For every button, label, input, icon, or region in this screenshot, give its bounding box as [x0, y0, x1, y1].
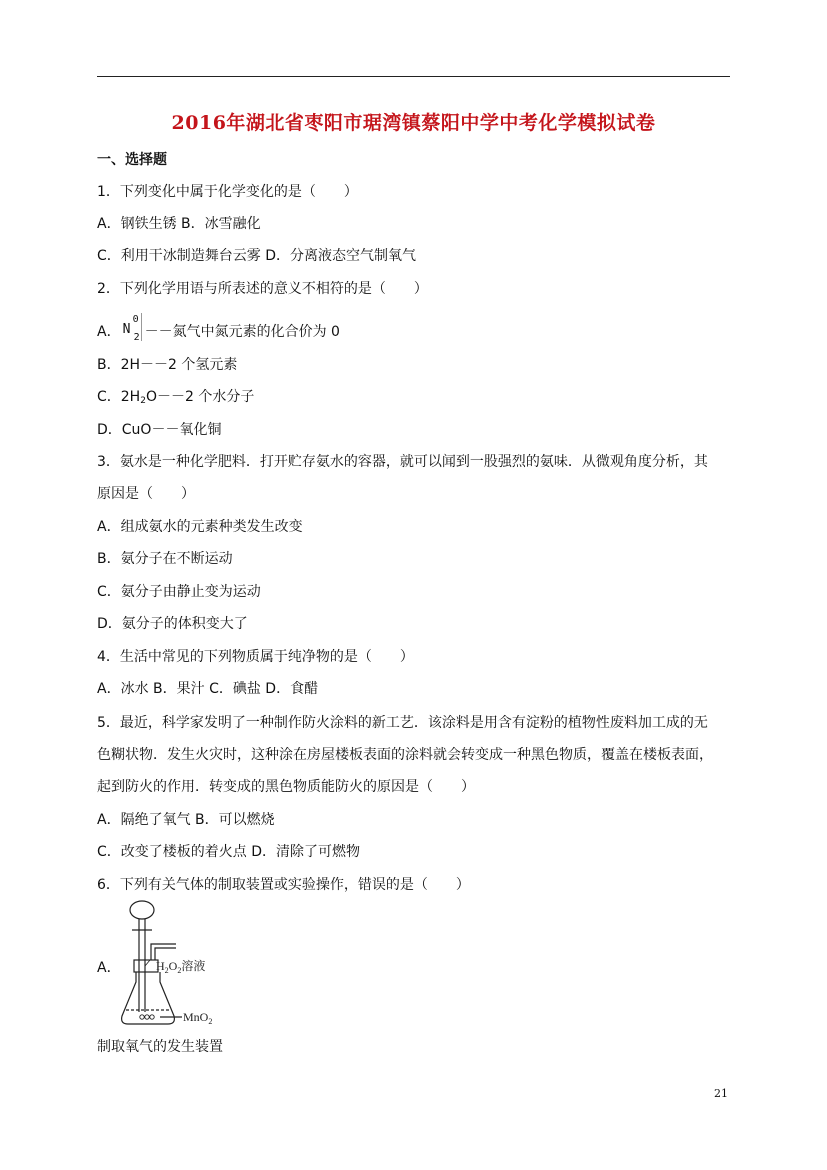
formula-element: N	[122, 322, 131, 337]
q1-options-cd: C．利用干冰制造舞台云雾 D．分离液态空气制氧气	[97, 248, 417, 264]
q6-stem: 6．下列有关气体的制取装置或实验操作，错误的是（ ）	[97, 877, 470, 893]
q1-stem: 1．下列变化中属于化学变化的是（ ）	[97, 184, 358, 200]
conical-flask	[122, 972, 175, 1024]
page-number: 21	[714, 1087, 728, 1100]
rubber-stopper	[134, 960, 158, 972]
q3-option-a: A．组成氨水的元素种类发生改变	[97, 519, 303, 535]
q5-options-cd: C．改变了楼板的着火点 D．清除了可燃物	[97, 844, 361, 860]
q5-stem-line3: 起到防火的作用．转变成的黑色物质能防火的原因是（ ）	[97, 779, 475, 795]
q2-option-a	[97, 316, 340, 344]
q3-option-d: D．氨分子的体积变大了	[97, 616, 248, 632]
q2-option-d: D．CuO－－氧化铜	[97, 422, 222, 438]
h2o2-label: $H_2O_2$溶液	[156, 959, 206, 975]
q2-option-c-prefix: C．2H	[97, 389, 141, 405]
q5-options-ab: A．隔绝了氧气 B．可以燃烧	[97, 812, 275, 828]
funnel-bulb	[130, 901, 154, 919]
formula-valence: 0	[132, 314, 139, 325]
q3-option-b: B．氨分子在不断运动	[97, 551, 233, 567]
q1-options-ab: A．钢铁生锈 B．冰雪融化	[97, 216, 261, 232]
mno2-particle	[150, 1015, 154, 1019]
q5-stem-line2: 色糊状物．发生火灾时，这种涂在房屋楼板表面的涂料就会转变成一种黑色物质，覆盖在楼板表面，	[97, 747, 713, 763]
nitrogen-valence-formula	[121, 316, 143, 344]
formula-subscript: 2	[133, 332, 140, 343]
header-rule	[97, 76, 730, 77]
q3-stem-line1: 3．氨水是一种化学肥料．打开贮存氨水的容器，就可以闻到一股强烈的氨味．从微观角度分析，其	[97, 454, 708, 470]
q6-option-a-caption: 制取氧气的发生装置	[97, 1039, 223, 1055]
q2-option-c	[97, 387, 254, 411]
q4-options: A．冰水 B．果汁 C．碘盐 D．食醋	[97, 681, 319, 697]
page-title: 2016年湖北省枣阳市琚湾镇蔡阳中学中考化学模拟试卷	[171, 112, 656, 134]
h2o2-pointer	[145, 960, 150, 966]
q5-stem-line1: 5．最近，科学家发明了一种制作防火涂料的新工艺．该涂料是用含有淀粉的植物性废料加工成的无	[97, 715, 708, 731]
formula-bar	[141, 313, 142, 341]
mno2-particle	[145, 1015, 149, 1019]
q3-option-c: C．氨分子由静止变为运动	[97, 584, 261, 600]
q2-option-a-prefix: A．	[97, 324, 121, 340]
q3-stem-line2: 原因是（ ）	[97, 486, 195, 502]
oxygen-generator-apparatus	[118, 898, 228, 1028]
section-heading: 一、选择题	[97, 152, 167, 168]
q2-option-c-sub: 2	[140, 396, 146, 406]
q2-option-b: B．2H－－2 个氢元素	[97, 357, 238, 373]
q2-stem: 2．下列化学用语与所表述的意义不相符的是（ ）	[97, 281, 428, 297]
q2-option-a-text: －－氮气中氮元素的化合价为 0	[144, 324, 340, 340]
mno2-label: MnO$_2$	[183, 1010, 213, 1026]
q2-option-c-text: O－－2 个水分子	[145, 389, 255, 405]
mno2-particle	[140, 1015, 144, 1019]
q4-stem: 4．生活中常见的下列物质属于纯净物的是（ ）	[97, 649, 414, 665]
q6-option-a-prefix: A．	[97, 960, 121, 976]
